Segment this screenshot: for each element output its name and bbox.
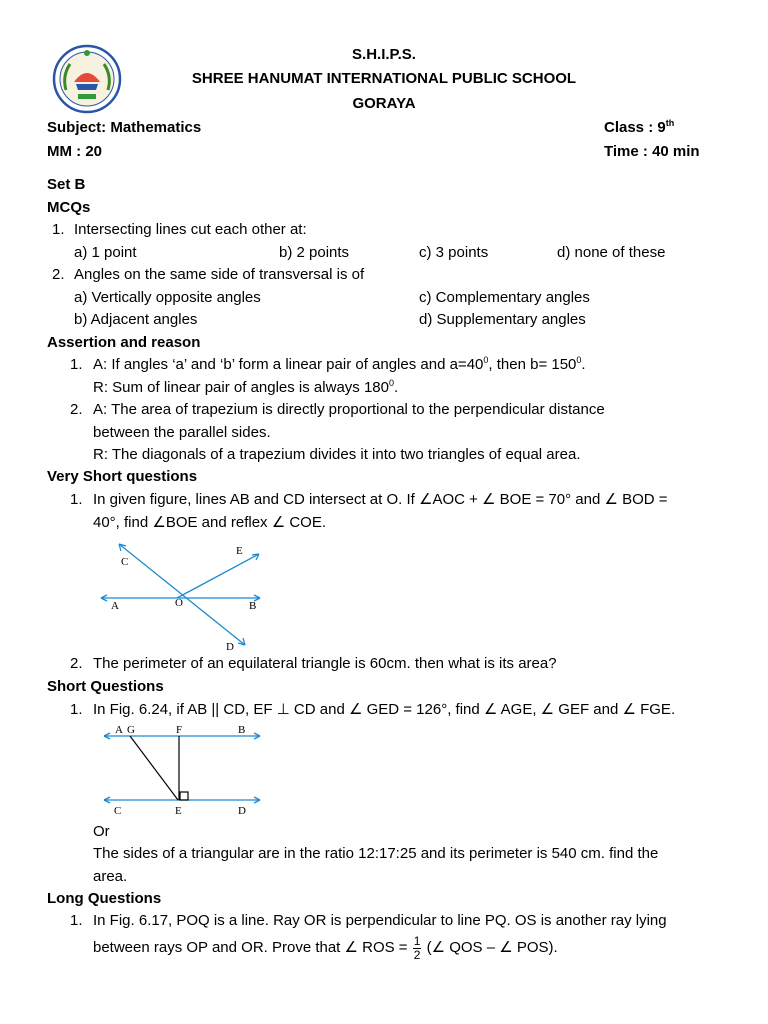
mcq-q2-opt-c: c) Complementary angles <box>419 289 590 306</box>
vs-q1-num: 1. <box>70 491 83 508</box>
subject: Subject: Mathematics <box>47 119 202 136</box>
fig2-label-f: F <box>176 724 183 736</box>
mcq-q2-opt-a: a) Vertically opposite angles <box>74 289 261 306</box>
mcq-q1-opt-b: b) 2 points <box>279 244 350 261</box>
sq-alt-line2: area. <box>93 868 128 885</box>
vs-q2-text: The perimeter of an equilateral triangle is 60cm. then what is its area? <box>93 655 557 672</box>
mcq-q1-opt-c: c) 3 points <box>419 244 489 261</box>
ar-q1-num: 1. <box>70 356 83 373</box>
fraction-one-half: $\frac{1}{2}$ <box>413 933 421 962</box>
mcq-q2-num: 2. <box>52 266 65 283</box>
fig1-label-e: E <box>236 545 243 557</box>
mcq-heading: MCQs <box>47 199 91 216</box>
fig1-label-c: C <box>121 556 129 568</box>
fig1-label-a: A <box>111 600 119 612</box>
vs-q1-line1: In given figure, lines AB and CD intersect at O. If ∠AOC + ∠ BOE = 70° and ∠ BOD = <box>93 491 668 508</box>
mcq-q1-opt-a: a) 1 point <box>74 244 137 261</box>
fig2-label-g: G <box>127 724 135 736</box>
fig2-label-b: B <box>238 724 246 736</box>
long-heading: Long Questions <box>47 890 162 907</box>
figure-parallel-lines <box>100 722 265 822</box>
sq-alt-line1: The sides of a triangular are in the ratio 12:17:25 and its perimeter is 540 cm. find the <box>93 845 659 862</box>
mcq-q1-num: 1. <box>52 221 65 238</box>
mcq-q2-text: Angles on the same side of transversal is of <box>74 266 365 283</box>
class-info: Class : 9th <box>604 118 675 136</box>
lq-q1-num: 1. <box>70 912 83 929</box>
ar-q1-assertion: A: If angles ‘a’ and ‘b’ form a linear pair of angles and $a=40^0$, then $b= 150^0$. <box>93 355 586 373</box>
time-info: Time : 40 min <box>604 143 700 160</box>
ar-q2-reason: R: The diagonals of a trapezium divides it into two triangles of equal area. <box>93 446 581 463</box>
fig1-label-o: O <box>175 597 183 609</box>
fig2-label-c: C <box>114 805 122 817</box>
ar-q2-assertion-1: A: The area of trapezium is directly proportional to the perpendicular distance <box>93 401 605 418</box>
max-marks: MM : 20 <box>47 143 103 160</box>
mcq-q1-text: Intersecting lines cut each other at: <box>74 221 307 238</box>
school-name: SHREE HANUMAT INTERNATIONAL PUBLIC SCHOOL <box>191 70 577 87</box>
mcq-q2-opt-d: d) Supplementary angles <box>419 311 586 328</box>
school-place: GORAYA <box>352 95 416 112</box>
very-short-heading: Very Short questions <box>47 468 198 485</box>
ar-q2-num: 2. <box>70 401 83 418</box>
fig1-label-b: B <box>249 600 257 612</box>
fig1-label-d: D <box>226 641 234 653</box>
vs-q1-line2: 40°, find ∠BOE and reflex ∠ COE. <box>93 514 326 531</box>
fig2-label-d: D <box>238 805 246 817</box>
school-abbr: S.H.I.P.S. <box>352 46 416 63</box>
vs-q2-num: 2. <box>70 655 83 672</box>
lq-q1-line2: between rays OP and OR. Prove that ∠ ROS = $\frac{1}{2}$ (∠ QOS – ∠ POS). <box>93 933 558 962</box>
sq-or: Or <box>93 823 110 840</box>
assertion-heading: Assertion and reason <box>47 334 201 351</box>
sq-q1-num: 1. <box>70 701 83 718</box>
ar-q2-assertion-2: between the parallel sides. <box>93 424 271 441</box>
fig2-label-a: A <box>115 724 123 736</box>
fig2-label-e: E <box>175 805 182 817</box>
mcq-q1-opt-d: d) none of these <box>557 244 666 261</box>
sq-q1-text: In Fig. 6.24, if AB || CD, EF ⊥ CD and ∠ GED = 126°, find ∠ AGE, ∠ GEF and ∠ FGE. <box>93 701 676 718</box>
lq-q1-line1: In Fig. 6.17, POQ is a line. Ray OR is perpendicular to line PQ. OS is another ray lying <box>93 912 667 929</box>
set-label: Set B <box>47 176 86 193</box>
mcq-q2-opt-b: b) Adjacent angles <box>74 311 198 328</box>
figure-intersecting-lines <box>95 538 270 653</box>
ar-q1-reason: R: Sum of linear pair of angles is always $180^0$. <box>93 378 399 396</box>
short-heading: Short Questions <box>47 678 164 695</box>
